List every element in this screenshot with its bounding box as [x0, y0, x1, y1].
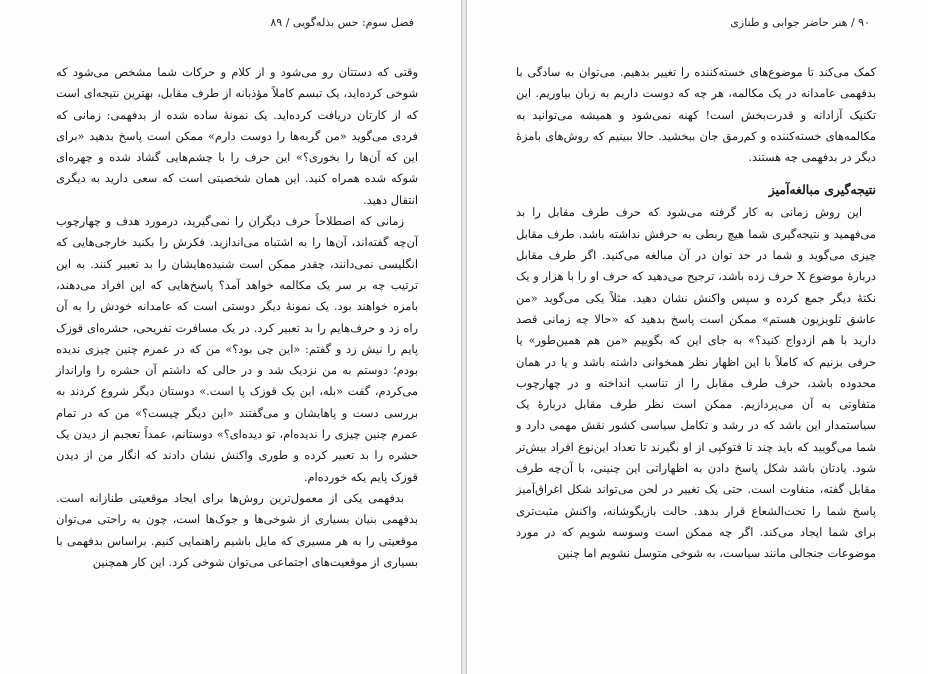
right-page	[466, 0, 928, 674]
left-running-head: فصل سوم: حس بذله‌گویی / ۸۹	[270, 16, 414, 29]
left-paragraph-2: زمانی که اصطلاحاً حرف دیگران را نمی‌گیرید، درمورد هدف و چهارچوب آن‌چه گفته‌اند، آن‌ها را به اشتباه می‌اندازید. فکرش را بکنید خارجی‌هایی که انگلیسی نمی‌دانند، چقدر ممکن است شنیده‌هایشان را بد تعبیر کنند. به این ترتیب چه بر سر یک مکالمه خواهد آمد؟ پاسخ‌هایی که این افراد می‌دهند، بامزه خواهند بود. یک نمونهٔ دیگر دوستی است که عامدانه خودش را به آن راه زد و حرف‌هایم را بد تعبیر کرد. در یک مسافرت تفریحی، حشره‌ای قوزک پایم را نیش زد و گفتم: «این چی بود؟» من که در عمرم چنین چیزی ندیده بودم؛ دوستم به من نزدیک شد و در حالی که داشتم آن حشره را وارانداز می‌کردم، گفت «بله، این یک قوزک پا است.» دوستان دیگر شروع کردند به بررسی دست و پاهایشان و می‌گفتند «این دیگر چیست؟» من که در تمام عمرم چنین چیزی را ندیده‌ام، تو دیده‌ای؟» دوستانم، عمداً تعجبم از دیدن یک حشره را بد تعبیر کرده و طوری واکنش نشان دادند که انگار من از دیدن قوزک پایم یکه خورده‌ام.	[56, 214, 418, 484]
right-page-body	[516, 62, 876, 565]
section-title: نتیجه‌گیری مبالغه‌آمیز	[768, 182, 876, 198]
left-page-body	[56, 62, 418, 573]
left-page	[0, 0, 462, 674]
section-spacer	[516, 168, 876, 178]
left-paragraph-3: بدفهمی یکی از معمول‌ترین روش‌ها برای ایجاد موقعیتی طنازانه است. بدفهمی بنیان بسیاری از شوخی‌ها و جوک‌ها است، چون به راحتی می‌توان موقعیتی را به هر مسیری که مایل باشیم راهنمایی کنیم. براساس بدفهمی با بسیاری از موقعیت‌های اجتماعی می‌توان شوخی کرد. این کار همچنین	[56, 490, 418, 569]
right-running-head: ۹۰ / هنر حاضر جوابی و طنازی	[730, 16, 870, 29]
left-paragraph-1: وقتی که دستتان رو می‌شود و از کلام و حرکات شما مشخص می‌شود که شوخی کرده‌اید، یک تبسم کاملاً مؤذبانه از طرف مقابل، بهترین نتیجه‌ای است که از کارتان دریافت کرده‌اید. یک نمونهٔ ساده شده از بدفهمی: زمانی که فردی می‌گوید «من گربه‌ها را دوست دارم» ممکن است پاسخ بدهید «برای این که آن‌ها را بخوری؟» این حرف را با چشم‌هایی گشاد شده و چهره‌ای شوکه شده همراه کنید. این همان شخصیتی است که سعی دارید به دیگری انتقال دهید.	[56, 65, 418, 207]
right-section-paragraph: این روش زمانی به کار گرفته می‌شود که حرف طرف مقابل را بد می‌فهمید و نتیجه‌گیری شما هیچ ربطی به حرفش نداشته باشد. طرف مقابل چیزی می‌گوید و شما در حد توان در آن مبالغه می‌کنید. اگر طرف مقابل دربارهٔ موضوع X حرف زده باشد، ترجیح می‌دهید که حرف او را با هزار و یک نکتهٔ دیگر جمع کرده و سپس واکنش نشان دهید. مثلاً یکی می‌گوید «من عاشق تلویزیون هستم» ممکن است پاسخ بدهید که «حالا چه زمانی قصد دارید با هم ازدواج کنید؟» به جای این که بگوییم «من هم همین‌طور» یا حرفی بزنیم که کاملاً با این اظهار نظر همخوانی داشته باشد و یا در همان محدوده باشد، حرف طرف مقابل را از تناسب انداخته و در چهارچوب متفاوتی به آن می‌پردازیم. ممکن است نظر طرف مقابل دربارهٔ یک سیاستمدار این باشد که در رشد و تکامل سیاسی کشور نقش مهمی دارد و شما می‌گویید که باید چند تا فتوکپی از او بگیرند تا تعداد این‌نوع افراد بیش‌تر شود. یادتان باشد شکل پاسخ دادن به اظهاراتی این چنینی، با آن‌چه طرف مقابل گفته، متفاوت است. حتی یک تغییر در لحن می‌تواند شکل اغراق‌آمیز پاسخ شما را تحت‌الشعاع قرار بدهد. حالت بازیگوشانه، واکنش مثبت‌تری برای شما ایجاد می‌کند. اگر چه ممکن است وسوسه شویم که در مورد موضوعات جنجالی مانند سیاست، به شوخی متوسل نشویم اما چنین	[516, 205, 877, 561]
right-intro-paragraph: کمک می‌کند تا موضوع‌های خسته‌کننده را تغییر بدهیم. می‌توان به سادگی با بدفهمی عامدانه در یک مکالمه، هر چه که دوست داریم به زبان بیاوریم. این تکنیک آزادانه و قدرت‌بخش است! کهنه نمی‌شود و همیشه می‌توانید به مکالمه‌های خسته‌کننده و کم‌رمق جان ببخشید. حالا ببینیم که روش‌های بامزهٔ دیگر در بدفهمی چه هستند.	[516, 65, 876, 165]
